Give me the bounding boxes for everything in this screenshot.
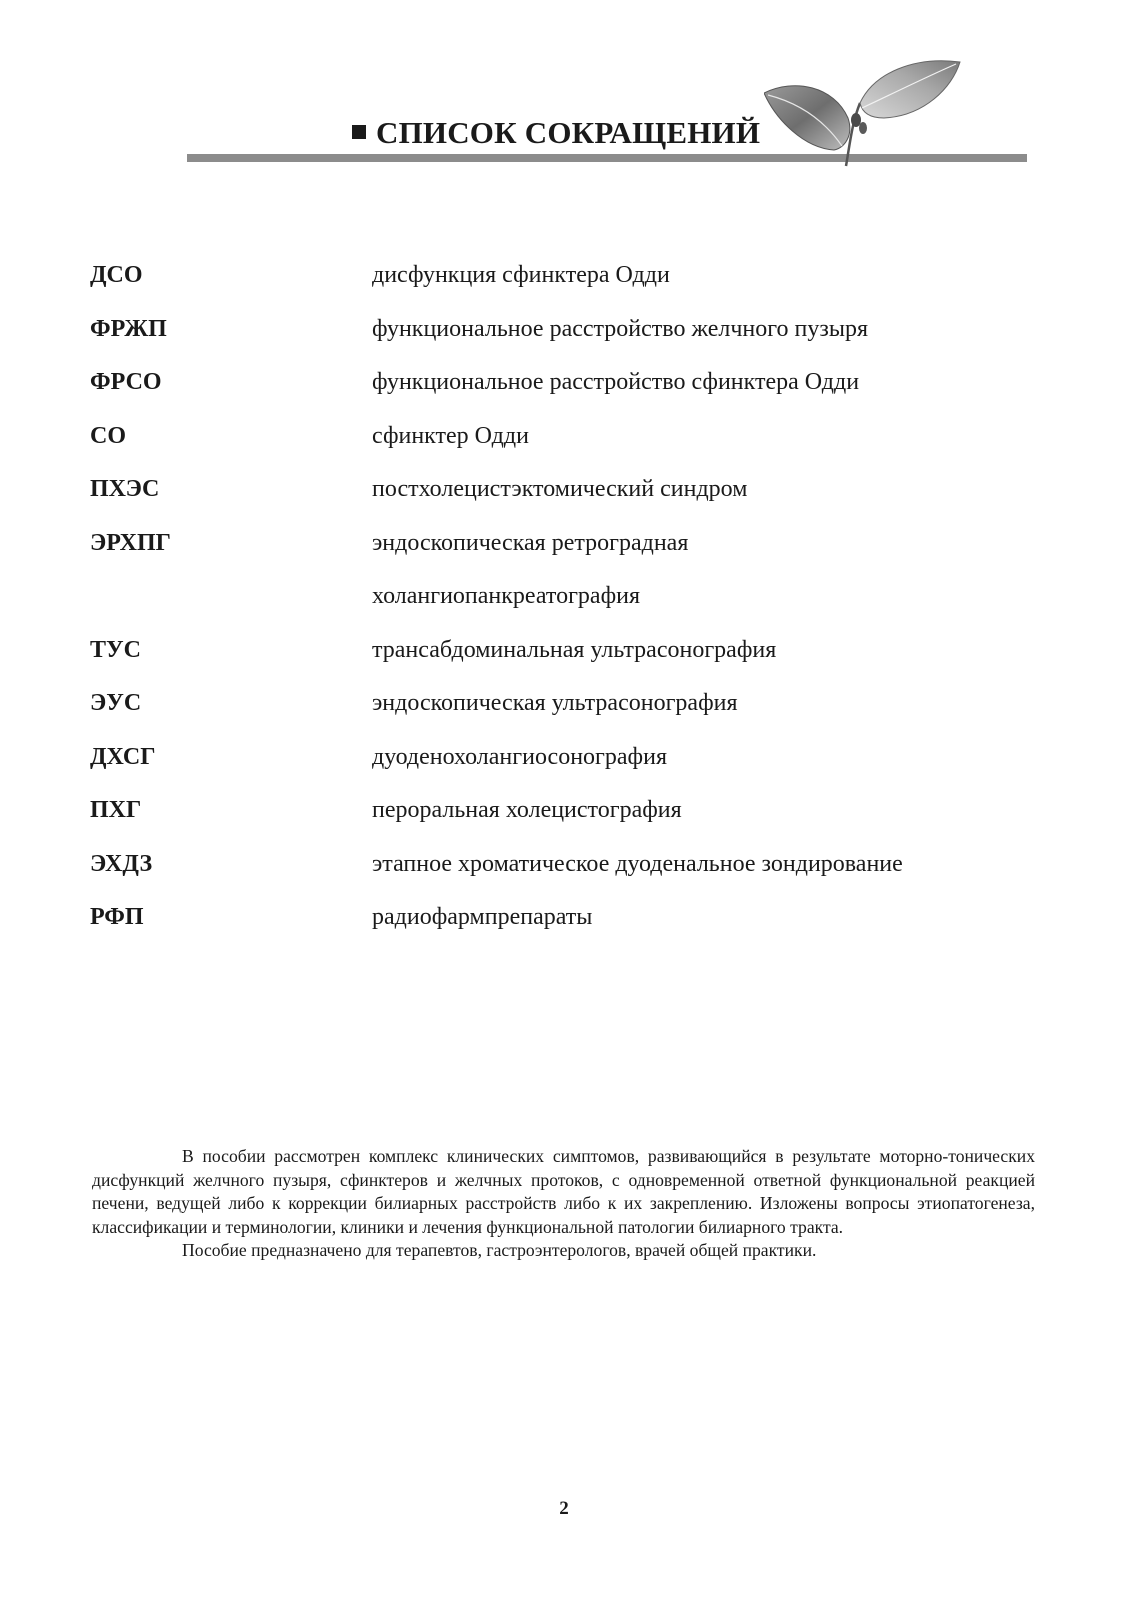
abbreviation-term: ФРСО [90, 369, 162, 395]
list-item [90, 476, 1050, 530]
summary-paragraph: В пособии рассмотрен комплекс клинических симптомов, развивающийся в результате моторно-тонических дисфункций желчного пузыря, сфинктеров и желчных протоков, с одновременной ответной функциональной реакцией печени, ведущей либо к коррекции билиарных расстройств либо к их закреплению. Изложены вопросы этиопатогенеза, классификации и терминологии, клиники и лечения функциональной патологии билиарного тракта. [92, 1146, 1035, 1237]
list-item [90, 530, 1050, 584]
list-item [90, 369, 1050, 423]
list-item [90, 583, 1050, 637]
abbreviation-term: ФРЖП [90, 315, 167, 342]
summary-text [92, 1145, 1035, 1263]
list-item [90, 744, 1050, 798]
abbreviation-definition: этапное хроматическое дуоденальное зондирование [372, 850, 903, 877]
abbreviation-definition: функциональное расстройство желчного пузыря [372, 315, 868, 342]
abbreviation-definition: функциональное расстройство сфинктера Одди [372, 369, 860, 395]
page-title [352, 115, 760, 151]
abbreviation-definition: радиофармпрепараты [372, 904, 593, 930]
abbreviation-definition: эндоскопическая ретроградная [372, 529, 689, 556]
abbreviation-term: РФП [90, 904, 144, 930]
list-item [90, 851, 1050, 905]
abbreviation-list [90, 262, 1050, 958]
summary-paragraph: Пособие предназначено для терапевтов, гастроэнтерологов, врачей общей практики. [182, 1240, 817, 1261]
page-header [0, 0, 1128, 180]
list-item [90, 316, 1050, 370]
abbreviation-definition: дисфункция сфинктера Одди [372, 262, 670, 288]
abbreviation-term: ПХГ [90, 797, 142, 823]
abbreviation-definition: пероральная холецистография [372, 797, 682, 823]
square-bullet-icon [352, 125, 366, 139]
abbreviation-term: ДХСГ [90, 743, 156, 770]
leaf-sprig-icon [764, 48, 984, 178]
page-number: 2 [559, 1498, 569, 1519]
abbreviation-definition: трансабдоминальная ультрасонография [372, 636, 777, 663]
abbreviation-term: ТУС [90, 636, 141, 663]
abbreviation-term: ЭХДЗ [90, 850, 153, 877]
list-item [90, 797, 1050, 851]
list-item [90, 904, 1050, 958]
abbreviation-term: ПХЭС [90, 476, 160, 502]
abbreviation-definition: постхолецистэктомический синдром [372, 476, 748, 502]
list-item [90, 637, 1050, 691]
list-item [90, 262, 1050, 316]
abbreviation-definition: дуоденохолангиосонография [372, 743, 667, 770]
list-item [90, 423, 1050, 477]
page-title-text: СПИСОК СОКРАЩЕНИЙ [376, 115, 761, 150]
abbreviation-term: ДСО [90, 262, 143, 288]
abbreviation-term: ЭРХПГ [90, 529, 171, 556]
abbreviation-term: СО [90, 422, 126, 449]
abbreviation-definition: холангиопанкреатография [372, 583, 641, 609]
list-item [90, 690, 1050, 744]
abbreviation-definition: сфинктер Одди [372, 422, 529, 449]
abbreviation-definition: эндоскопическая ультрасонография [372, 690, 738, 716]
abbreviation-term: ЭУС [90, 690, 142, 716]
